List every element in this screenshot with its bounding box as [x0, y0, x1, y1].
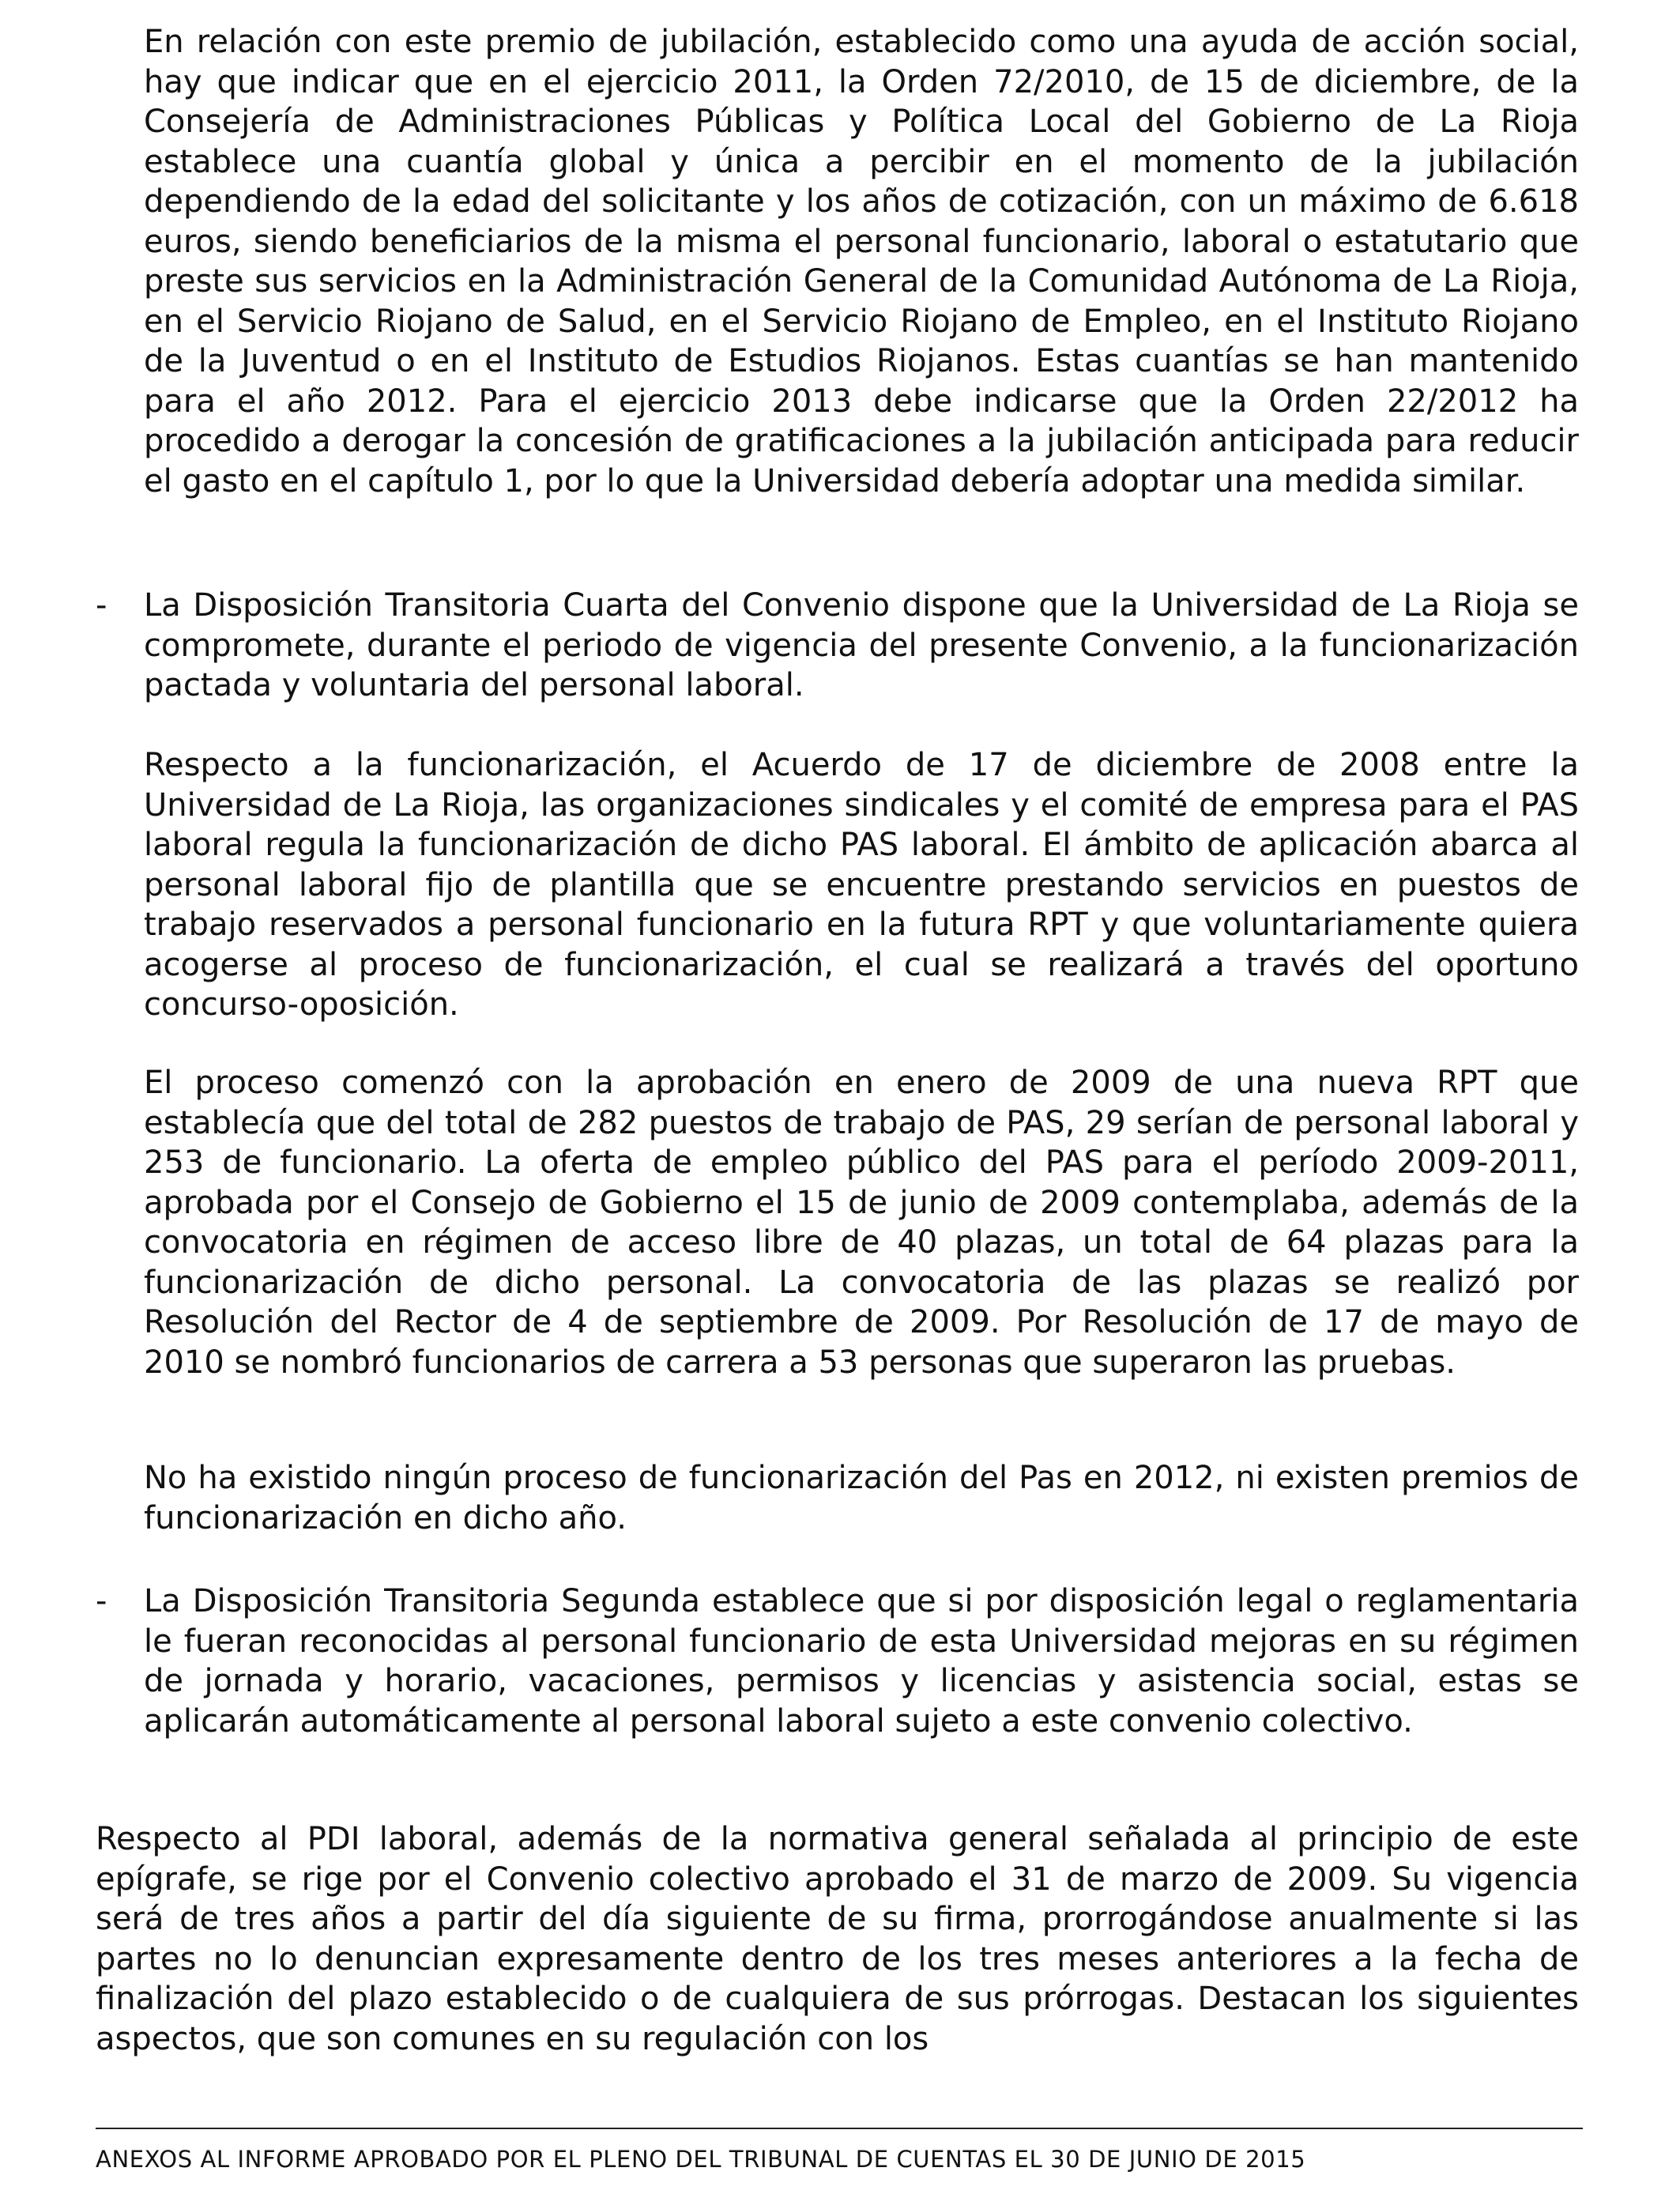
- paragraph-sin-proceso-2012: No ha existido ningún proceso de funcionarización del Pas en 2012, ni existen premios de funcionarización en dicho año.: [144, 1460, 1579, 1536]
- paragraph-premio-jubilacion: En relación con este premio de jubilación, establecido como una ayuda de acción social, hay que indicar que en el ejercicio 2011, la Orden 72/2010, de 15 de diciembre, de la Consejería de Administraciones Públicas y Política Local del Gobierno de La Rioja establece una cuantía global y única a percibir en el momento de la jubilación dependiendo de la edad del solicitante y los años de cotización, con un máximo de 6.618 euros, siendo beneficiarios de la misma el personal funcionario, laboral o estatutario que preste sus servicios en la Administración General de la Comunidad Autónoma de La Rioja, en el Servicio Riojano de Salud, en el Servicio Riojano de Empleo, en el Instituto Riojano de la Juventud o en el Instituto de Estudios Riojanos. Estas cuantías se han mantenido para el año 2012. Para el ejercicio 2013 debe indicarse que la Orden 22/2012 ha procedido a derogar la concesión de gratificaciones a la jubilación anticipada para reducir el gasto en el capítulo 1, por lo que la Universidad debería adoptar una medida similar.: [144, 24, 1579, 499]
- paragraph-disposicion-segunda: La Disposición Transitoria Segunda establece que si por disposición legal o reglamentaria le fueran reconocidas al personal funcionario de esta Universidad mejoras en su régimen de jornada y horario, vacaciones, permisos y licencias y asistencia social, estas se aplicarán automáticamente al personal laboral sujeto a este convenio colectivo.: [144, 1583, 1579, 1740]
- bullet-marker: -: [96, 587, 107, 624]
- footer-divider: [96, 2128, 1583, 2129]
- bullet-marker: -: [96, 1583, 107, 1619]
- paragraph-funcionarizacion-acuerdo: Respecto a la funcionarización, el Acuerdo de 17 de diciembre de 2008 entre la Universidad de La Rioja, las organizaciones sindicales y el comité de empresa para el PAS laboral regula la funcionarización de dicho PAS laboral. El ámbito de aplicación abarca al personal laboral fijo de plantilla que se encuentre prestando servicios en puestos de trabajo reservados a personal funcionario en la futura RPT y que voluntariamente quiera acogerse al proceso de funcionarización, el cual se realizará a través del oportuno concurso-oposición.: [144, 747, 1579, 1023]
- paragraph-pdi-laboral: Respecto al PDI laboral, además de la normativa general señalada al principio de este epígrafe, se rige por el Convenio colectivo aprobado el 31 de marzo de 2009. Su vigencia será de tres años a partir del día siguiente de su firma, prorrogándose anualmente si las partes no lo denuncian expresamente dentro de los tres meses anteriores a la fecha de finalización del plazo establecido o de cualquiera de sus prórrogas. Destacan los siguientes aspectos, que son comunes en su regulación con los: [96, 1821, 1579, 2057]
- footer-text: ANEXOS AL INFORME APROBADO POR EL PLENO DEL TRIBUNAL DE CUENTAS EL 30 DE JUNIO DE 2015: [96, 2146, 1306, 2173]
- paragraph-proceso-rpt: El proceso comenzó con la aprobación en enero de 2009 de una nueva RPT que establecía que del total de 282 puestos de trabajo de PAS, 29 serían de personal laboral y 253 de funcionario. La oferta de empleo público del PAS para el período 2009-2011, aprobada por el Consejo de Gobierno el 15 de junio de 2009 contemplaba, además de la convocatoria en régimen de acceso libre de 40 plazas, un total de 64 plazas para la funcionarización de dicho personal. La convocatoria de las plazas se realizó por Resolución del Rector de 4 de septiembre de 2009. Por Resolución de 17 de mayo de 2010 se nombró funcionarios de carrera a 53 personas que superaron las pruebas.: [144, 1065, 1579, 1381]
- paragraph-disposicion-cuarta: La Disposición Transitoria Cuarta del Convenio dispone que la Universidad de La Rioja se compromete, durante el periodo de vigencia del presente Convenio, a la funcionarización pactada y voluntaria del personal laboral.: [144, 587, 1579, 703]
